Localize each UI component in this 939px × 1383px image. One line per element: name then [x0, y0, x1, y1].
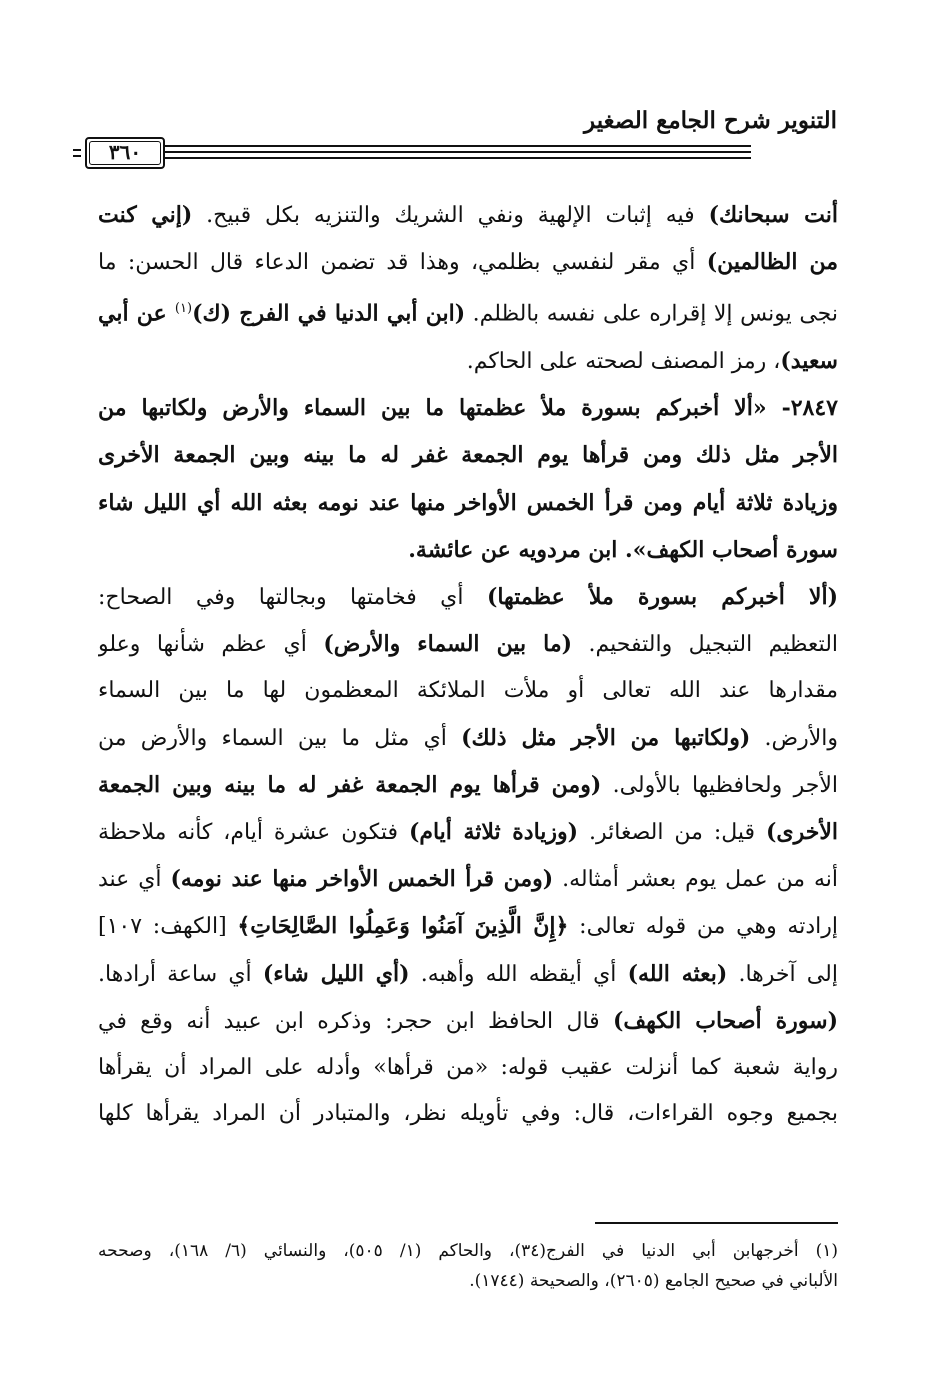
bold-text-segment: (وزيادة ثلاثة أيام): [408, 818, 579, 845]
bold-text-segment: من الظالمين): [706, 249, 838, 276]
footnotes: [98, 1236, 838, 1296]
text-segment: قيل: من الصغائر.: [578, 819, 766, 845]
text-segment: فتكون عشرة أيام، كأنه ملاحظة: [98, 819, 409, 845]
text-line: [98, 856, 838, 903]
header-rule: [95, 151, 751, 153]
text-segment: فيه إثبات الإلهية ونفي الشريك والتنزيه بكل قبيح.: [192, 203, 709, 228]
text-line: [98, 192, 838, 239]
text-line: [98, 385, 838, 432]
text-segment: أي ساعة أرادها.: [98, 961, 263, 987]
footnote-line: (١) أخرجهابن أبي الدنيا في الفرج(٣٤)، والحاكم (١/ ٥٠٥)، والنسائي (٦/ ١٦٨)، وصححه: [98, 1241, 838, 1261]
running-title: التنوير شرح الجامع الصغير: [584, 107, 837, 134]
text-segment: (١): [174, 301, 193, 317]
header-dash: [73, 149, 81, 151]
bold-text-segment: (بعثه الله): [627, 960, 728, 987]
text-line: [98, 1045, 838, 1091]
header-dash: [73, 155, 81, 157]
bold-text-segment: . ابن مردويه عن عائشة.: [408, 536, 633, 563]
text-segment: أي مثل ما بين السماء والأرض من: [98, 725, 462, 751]
text-line: [98, 286, 838, 338]
main-text: [98, 192, 838, 1137]
text-line: [98, 951, 838, 998]
text-line: [98, 903, 838, 950]
text-line: [98, 527, 838, 574]
bold-text-segment: (ومن قرأها يوم الجمعة غفر له ما بينه وبين الجمعة: [98, 771, 602, 798]
text-segment: والأرض.: [750, 725, 838, 751]
page-number-text: ٣٦٠: [108, 140, 142, 164]
text-line: [98, 338, 838, 385]
text-segment: نجى يونس إلا إقراره على نفسه بالظلم.: [465, 301, 838, 327]
text-segment: أنه من عمل يوم بعشر أمثاله.: [553, 867, 838, 893]
bold-text-segment: ٢٨٤٧- «ألا أخبركم بسورة ملأ عظمتها ما بين السماء والأرض ولكاتبها من: [98, 395, 838, 422]
text-segment: أي عظم شأنها وعلو: [98, 632, 324, 658]
text-line: [98, 668, 838, 714]
text-segment: [الكهف: ١٠٧]: [98, 914, 238, 940]
text-line: [98, 998, 838, 1045]
bold-text-segment: الأخرى): [765, 818, 838, 845]
text-segment: أي أيقظه الله وأهبه.: [409, 961, 628, 987]
text-segment: رواية شعبة كما أنزلت عقيب قوله: «من قرأها» وأدله على المراد أن يقرأها: [98, 1054, 838, 1080]
text-line: [98, 715, 838, 762]
page-header: [95, 103, 837, 183]
bold-text-segment: وزيادة ثلاثة أيام ومن قرأ الخمس الأواخر منها عند نومه بعثه الله أي الليل شاء: [98, 489, 838, 516]
bold-text-segment: ﴿إِنَّ الَّذِينَ آمَنُوا وَعَمِلُوا الصَّالِحَاتِ﴾: [237, 913, 569, 940]
text-line: [98, 574, 838, 621]
text-segment: أي عند: [98, 867, 171, 893]
bold-text-segment: سورة أصحاب الكهف»: [632, 536, 838, 563]
text-segment: قال الحافظ ابن حجر: وذكره ابن عبيد أنه وقع في: [98, 1008, 613, 1034]
bold-text-segment: (أي الليل شاء): [262, 960, 410, 987]
footnote-separator: [595, 1222, 838, 1224]
text-segment: الأجر ولحافظيها بالأولى.: [601, 772, 838, 798]
bold-text-segment: سعيد): [780, 347, 838, 374]
bold-text-segment: (ومن قرأ الخمس الأواخر منها عند نومه): [170, 866, 554, 893]
bold-text-segment: (سورة أصحاب الكهف): [612, 1007, 838, 1034]
text-line: [98, 762, 838, 809]
text-segment: التعظيم التبجيل والتفحيم.: [572, 632, 838, 658]
text-line: [98, 432, 838, 479]
text-segment: إرادته وهي من قوله تعالى:: [568, 914, 838, 940]
bold-text-segment: أنت سبحانك): [708, 202, 838, 228]
text-segment: ، رمز المصنف لصحته على الحاكم.: [466, 348, 781, 374]
bold-text-segment: (ابن أبي الدنيا في الفرج (ك): [192, 300, 466, 327]
bold-text-segment: (ألا أخبركم بسورة ملأ عظمتها): [486, 583, 838, 610]
text-segment: أي فخامتها وبجالتها وفي الصحاح:: [98, 584, 487, 610]
text-line: [98, 621, 838, 668]
bold-text-segment: (ما بين السماء والأرض): [323, 631, 573, 658]
header-rule: [95, 145, 751, 147]
text-segment: مقدارها عند الله تعالى أو ملأت الملائكة المعظمون لها ما بين السماء: [98, 678, 838, 704]
bold-text-segment: (ولكاتبها من الأجر مثل ذلك): [461, 724, 751, 751]
page-number: [85, 137, 165, 169]
text-segment: بجميع وجوه القراءات، قال: وفي تأويله نظر، والمتبادر أن المراد يقرأها كلها: [98, 1101, 838, 1127]
footnote-line: الألباني في صحيح الجامع (٢٦٠٥)، والصحيحة (١٧٤٤).: [469, 1271, 838, 1291]
bold-text-segment: (إني كنت: [98, 202, 193, 228]
bold-text-segment: الأجر مثل ذلك ومن قرأها يوم الجمعة غفر له ما بينه وبين الجمعة الأخرى: [98, 442, 838, 469]
header-rule: [95, 157, 751, 159]
text-segment: أي مقر لنفسي بظلمي، وهذا قد تضمن الدعاء قال الحسن: ما: [98, 250, 707, 276]
bold-text-segment: عن أبي: [98, 300, 175, 327]
text-line: [98, 809, 838, 856]
text-line: [98, 480, 838, 527]
text-line: [98, 239, 838, 286]
text-segment: إلى آخرها.: [727, 961, 838, 987]
text-line: [98, 1091, 838, 1137]
